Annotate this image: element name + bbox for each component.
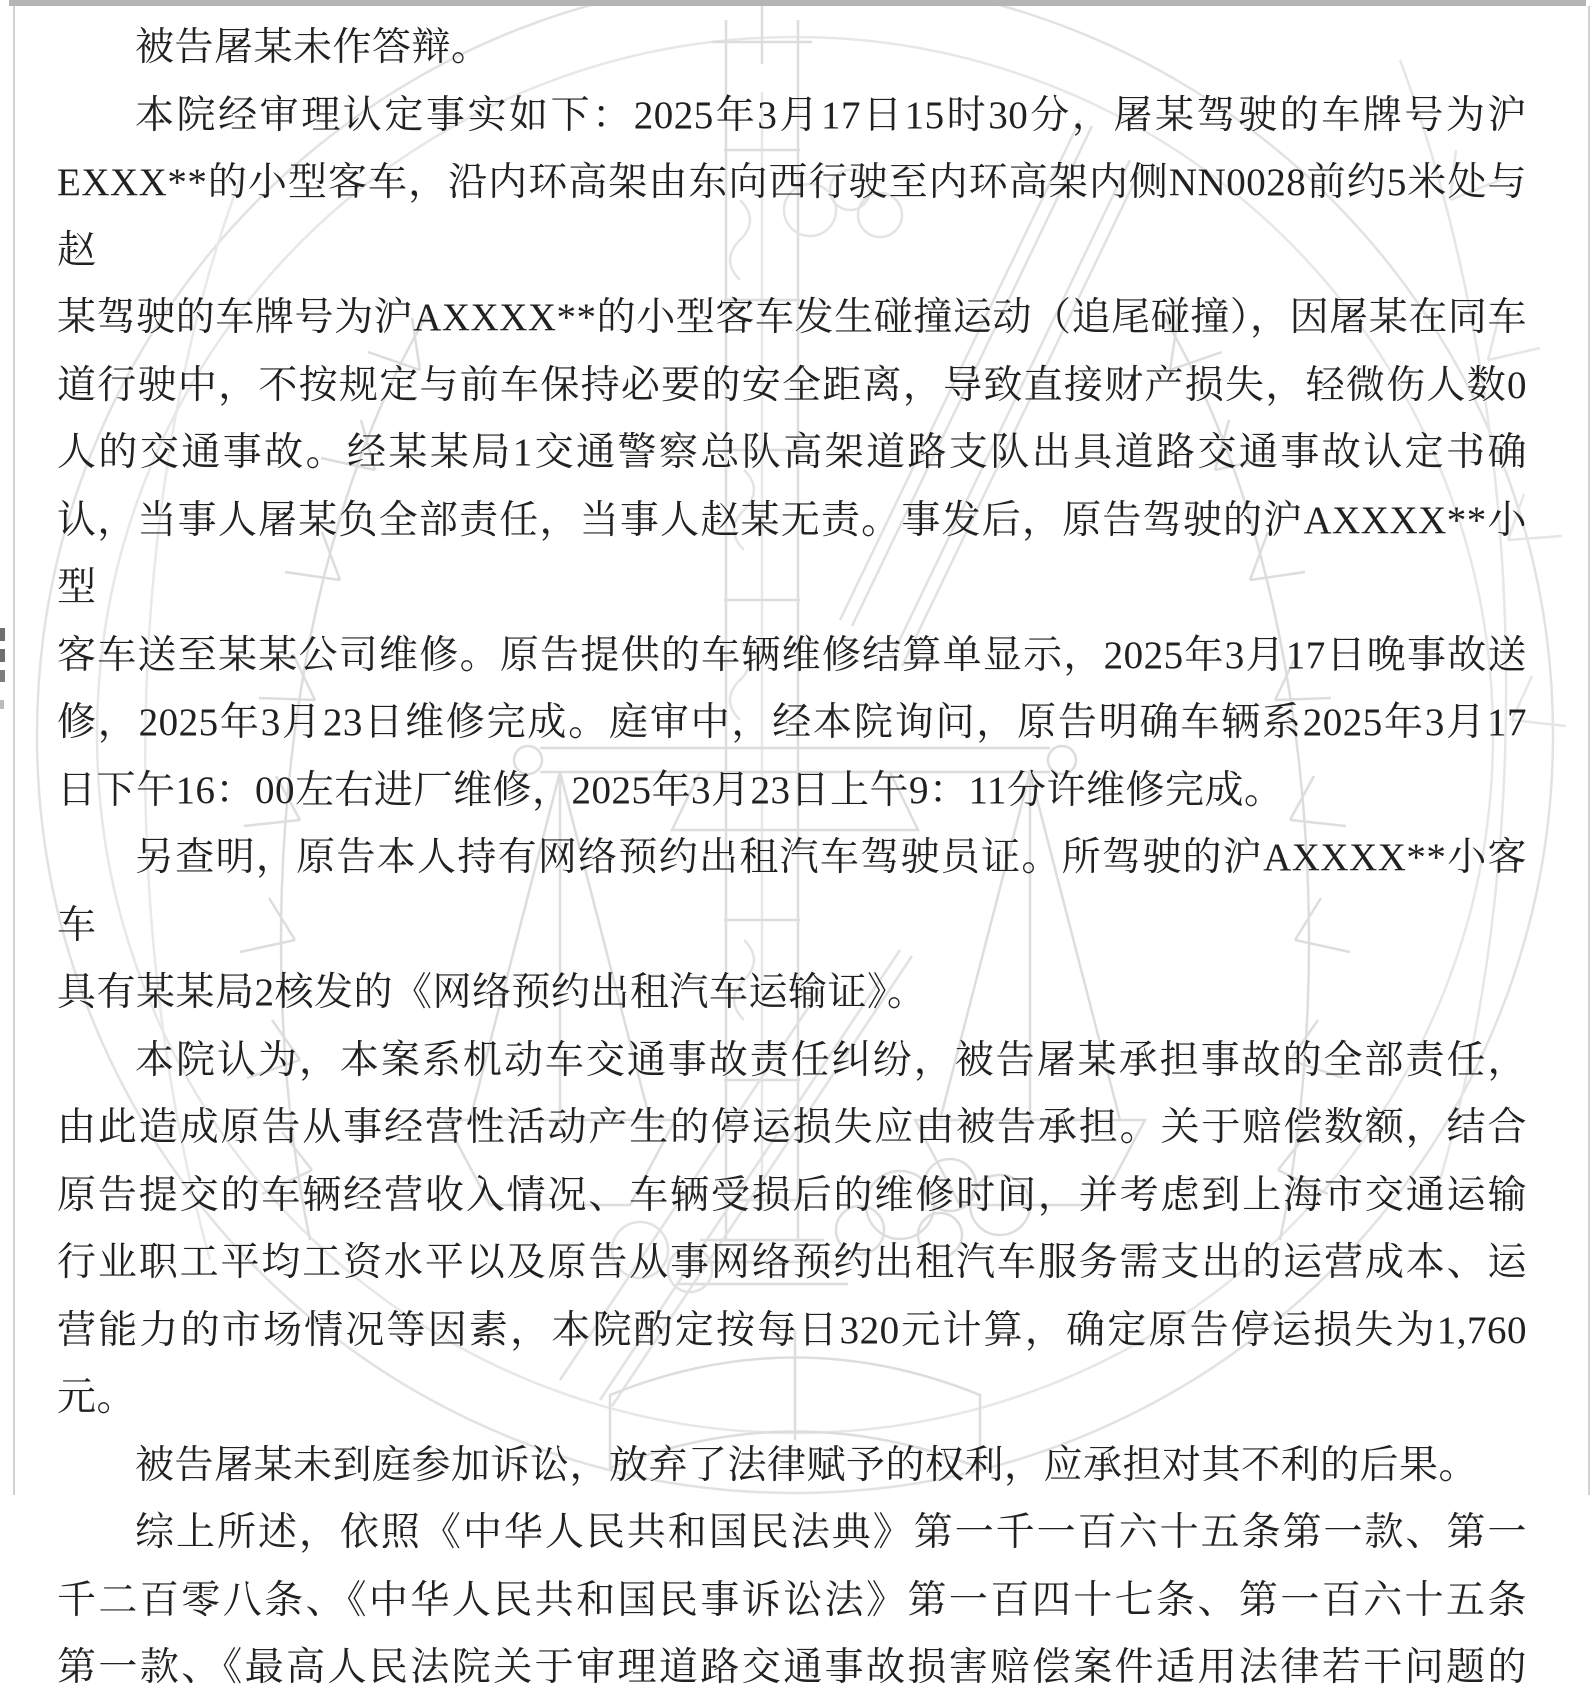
- judgment-text: [57, 6, 1527, 1702]
- text-line: 营能力的市场情况等因素，本院酌定按每日320元计算，确定原告停运损失为1,760: [57, 1308, 1527, 1352]
- text-line: 认，当事人屠某负全部责任，当事人赵某无责。事发后，原告驾驶的沪AXXXX**小型: [57, 498, 1527, 609]
- text-line: 千二百零八条、《中华人民共和国民事诉讼法》第一百四十七条、第一百六十五条: [57, 1578, 1527, 1622]
- text-line: 日下午16：00左右进厂维修，2025年3月23日上午9：11分许维修完成。: [57, 768, 1284, 812]
- text-line: 本院经审理认定事实如下：2025年3月17日15时30分，屠某驾驶的车牌号为沪: [135, 93, 1527, 137]
- text-line: 某驾驶的车牌号为沪AXXXX**的小型客车发生碰撞运动（追尾碰撞），因屠某在同车: [57, 296, 1527, 339]
- page-right-border: [1588, 6, 1590, 1495]
- text-line: 客车送至某某公司维修。原告提供的车辆维修结算单显示，2025年3月17日晚事故送: [57, 633, 1527, 677]
- clipped-mark: [0, 628, 5, 641]
- clipped-mark: [0, 649, 5, 662]
- text-line: 道行驶中，不按规定与前车保持必要的安全距离，导致直接财产损失，轻微伤人数0: [57, 363, 1527, 407]
- text-line: 综上所述，依照《中华人民共和国民法典》第一千一百六十五条第一款、第一: [135, 1511, 1527, 1554]
- text-line: 本院认为，本案系机动车交通事故责任纠纷，被告屠某承担事故的全部责任，: [135, 1038, 1527, 1082]
- text-line: 行业职工平均工资水平以及原告从事网络预约出租汽车服务需支出的运营成本、运: [57, 1241, 1527, 1284]
- clipped-mark: [0, 700, 4, 709]
- text-line: 元。: [57, 1376, 137, 1419]
- text-line: 原告提交的车辆经营收入情况、车辆受损后的维修时间，并考虑到上海市交通运输: [57, 1173, 1527, 1217]
- text-line: 第一款、《最高人民法院关于审理道路交通事故损害赔偿案件适用法律若干问题的: [57, 1646, 1527, 1689]
- text-line: 另查明，原告本人持有网络预约出租汽车驾驶员证。所驾驶的沪AXXXX**小客车: [57, 836, 1527, 947]
- text-line: 人的交通事故。经某某局1交通警察总队高架道路支队出具道路交通事故认定书确: [57, 431, 1527, 474]
- text-line: 被告屠某未到庭参加诉讼，放弃了法律赋予的权利，应承担对其不利的后果。: [135, 1443, 1479, 1487]
- text-line: 由此造成原告从事经营性活动产生的停运损失应由被告承担。关于赔偿数额，结合: [57, 1106, 1527, 1149]
- text-line: 具有某某局2核发的《网络预约出租汽车运输证》。: [57, 971, 927, 1014]
- text-line: 被告屠某未作答辩。: [135, 26, 491, 69]
- page-left-border: [13, 6, 15, 1495]
- text-line: 修，2025年3月23日维修完成。庭审中，经本院询问，原告明确车辆系2025年3月17: [57, 701, 1527, 744]
- text-line: EXXX**的小型客车，沿内环高架由东向西行驶至内环高架内侧NN0028前约5米处与赵: [57, 161, 1527, 272]
- clipped-mark: [0, 670, 5, 682]
